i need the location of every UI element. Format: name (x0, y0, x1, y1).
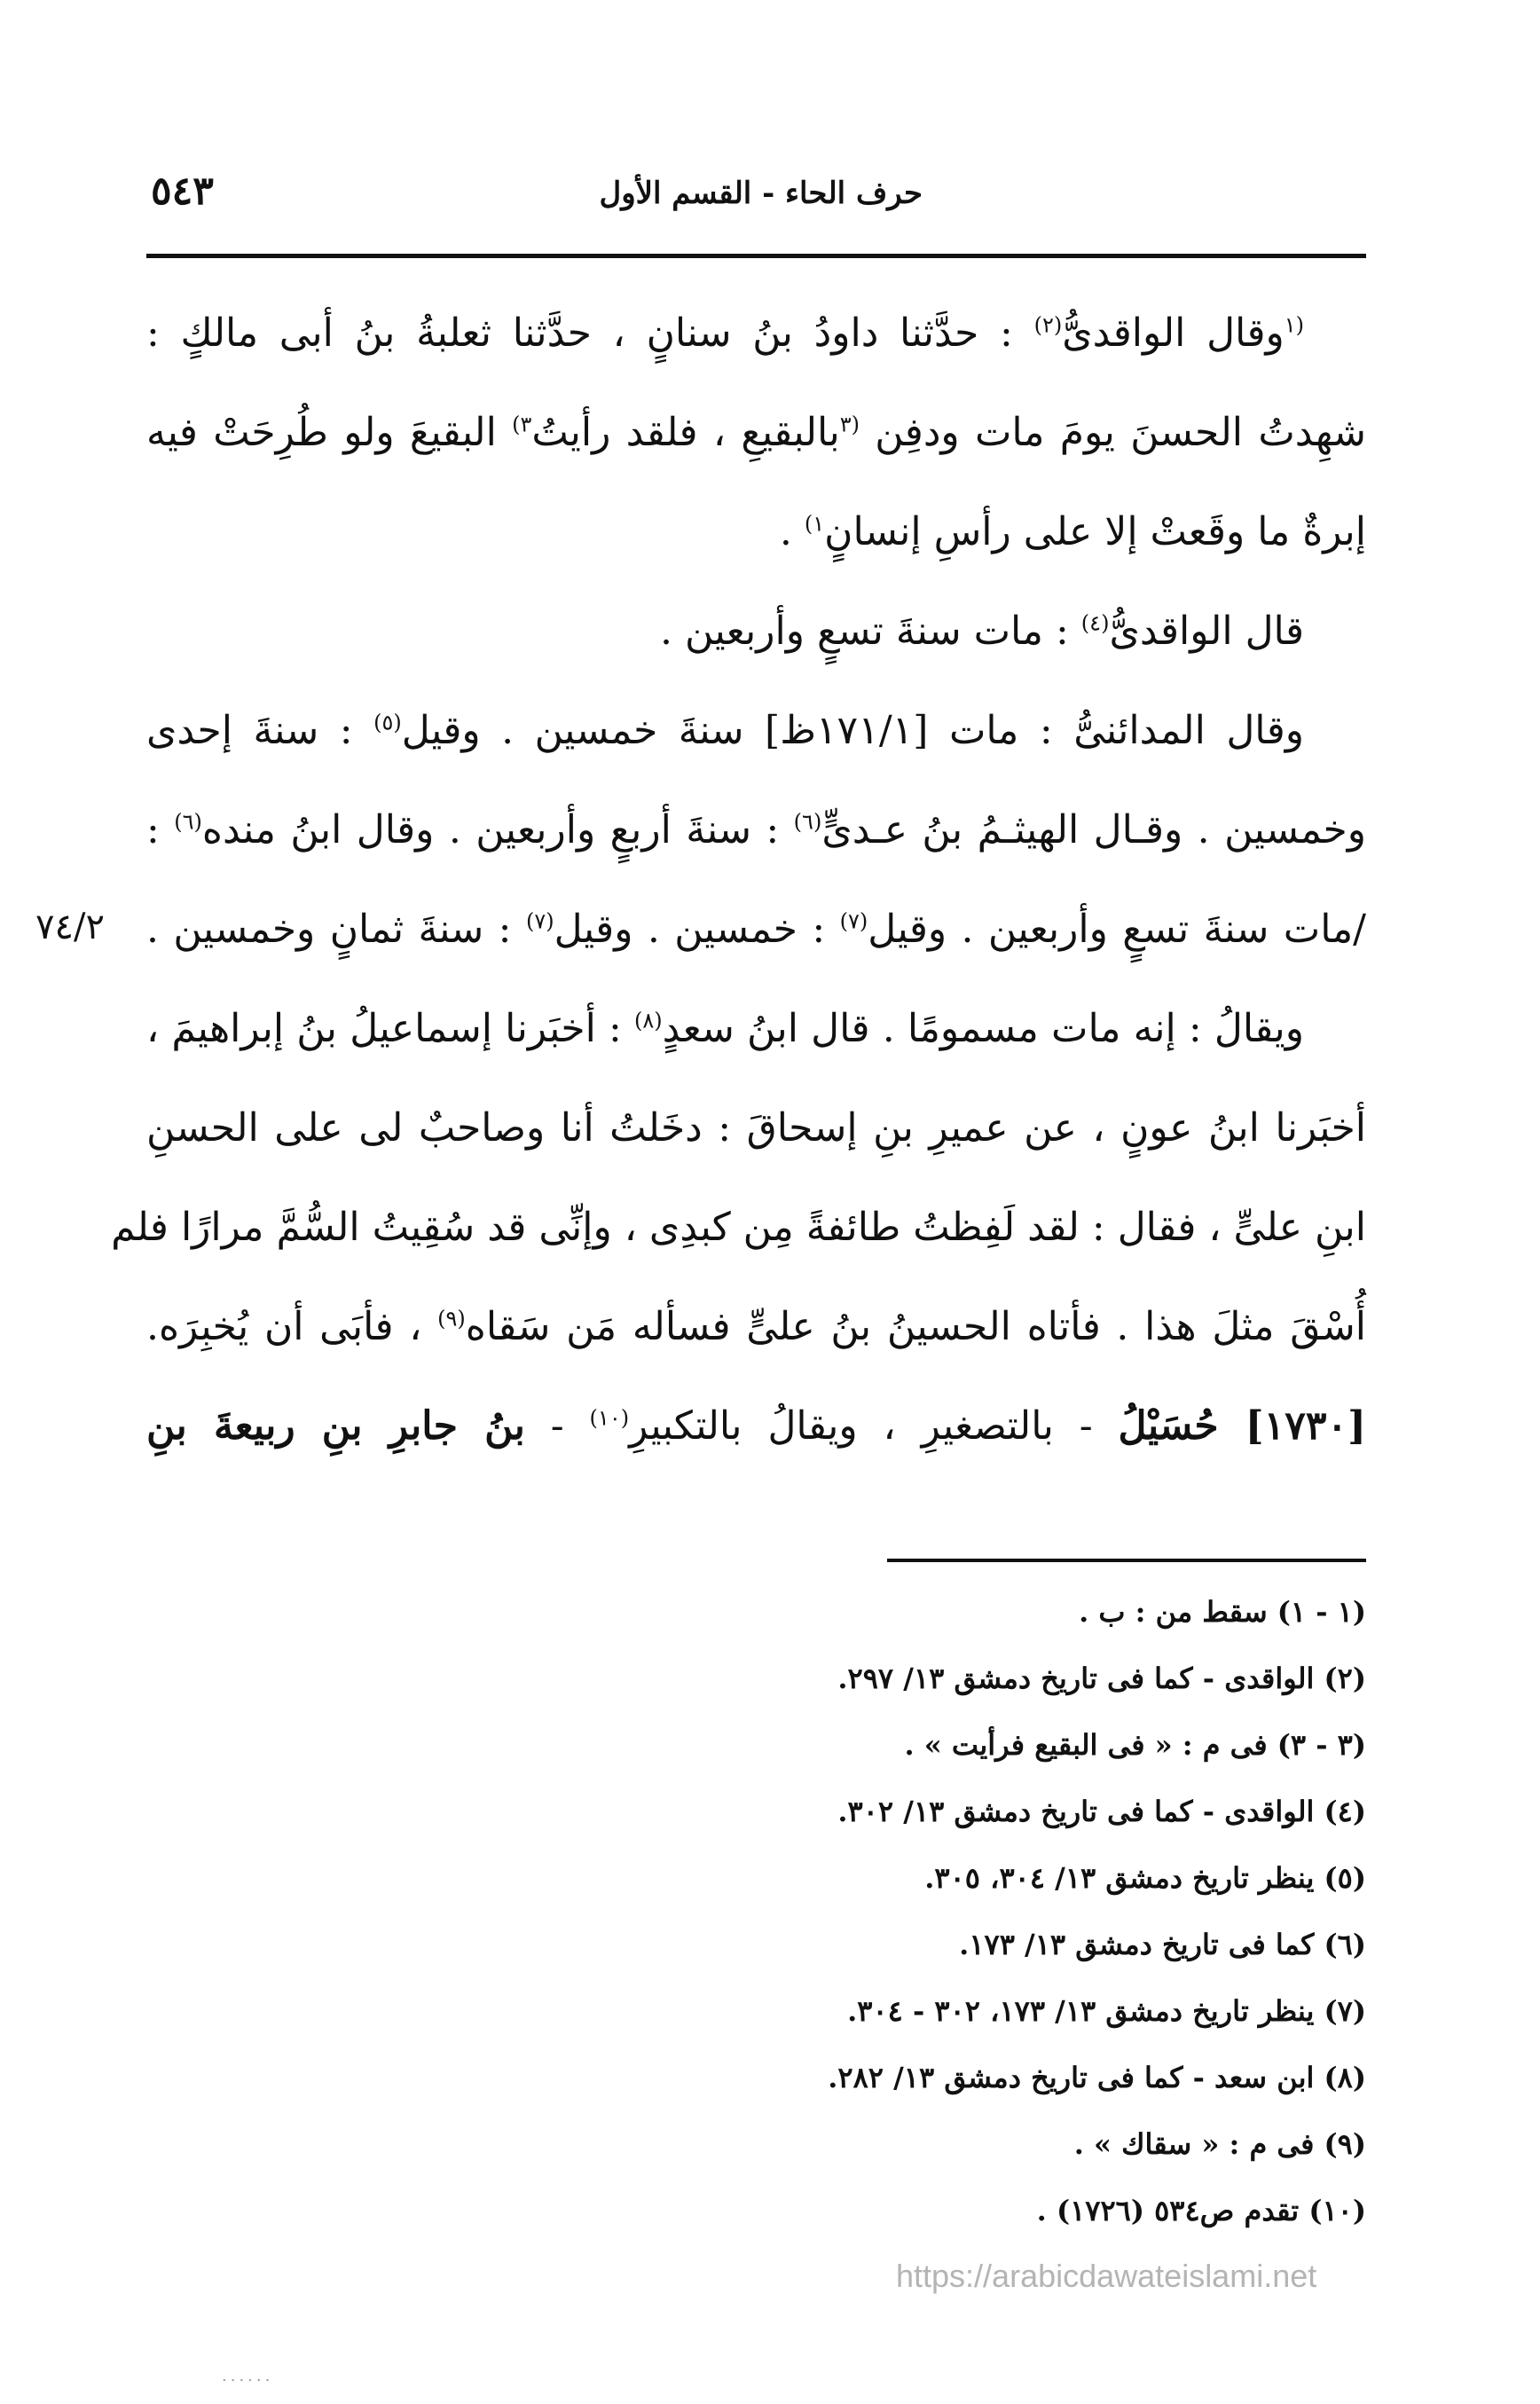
entry-number: [١٧٣٠] (1218, 1403, 1366, 1449)
entry-name: حُسَيْلُ (1118, 1403, 1219, 1449)
text-line: إبرةٌ ما وقَعتْ إلا على رأسِ إنسانٍ$^{١)}$ . (779, 509, 1366, 554)
text-line: أخبَرنا ابنُ عونٍ ، عن عميرِ بنِ إسحاقَ : دخَلتُ أنا وصاحبٌ لى على الحسنِ (146, 1105, 1366, 1151)
footnote-item: (٩) فى م : « سقاك » . (1073, 2127, 1366, 2161)
footnote-item: (٤) الواقدى - كما فى تاريخ دمشق ١٣/ ٣٠٢. (837, 1795, 1366, 1828)
margin-reference: ٧٤/٢ (35, 907, 105, 947)
text-line: أُسْقَ مثلَ هذا . فأتاه الحسينُ بنُ علىٍّ فسأله مَن سَقاه$^{(٩)}$ ، فأبَى أن يُخبِرَه. (146, 1304, 1366, 1349)
paragraph-1 (146, 284, 1366, 383)
watermark-url: https://arabicdawateislami.net (896, 2258, 1317, 2294)
text-line: وقال المدائنىُّ : مات [١٧١/١ظ] سنةَ خمسين . وقيل$^{(٥)}$ : سنةَ إحدى (146, 708, 1304, 753)
entry-lineage: بنُ جابرِ بنِ ربيعةَ بنِ (146, 1403, 525, 1449)
paragraph-3-cont (146, 781, 1366, 979)
footnote-rule (887, 1559, 1366, 1562)
text-line: /مات سنةَ تسعٍ وأربعين . وقيل$^{(٧)}$ : خمسين . وقيل$^{(٧)}$ : سنةَ ثمانٍ وخمسين . (146, 907, 1367, 952)
entry-heading-line: [١٧٣٠] حُسَيْلُ - بالتصغيرِ ، ويقالُ بالتكبيرِ$^{(١٠)}$ - بنُ جابرِ بنِ ربيعةَ بنِ (146, 1403, 1366, 1449)
footnote-item: (١ - ١) سقط من : ب . (1079, 1595, 1366, 1629)
footnote-item: (٢) الواقدى - كما فى تاريخ دمشق ١٣/ ٢٩٧. (837, 1662, 1366, 1695)
footnote-item: (٣ - ٣) فى م : « فى البقيع فرأيت » . (904, 1728, 1366, 1762)
text-line: وخمسين . وقـال الهيثـمُ بنُ عـدىٍّ$^{(٦)}$ : سنةَ أربعٍ وأربعين . وقال ابنُ منده$^{(٦)}$ : (146, 807, 1367, 852)
running-title: حرف الحاء - القسم الأول (599, 176, 923, 211)
footnote-item: (١٠) تقدم ص٥٣٤ (١٧٢٦) . (1036, 2194, 1366, 2227)
text-line: ويقالُ : إنه مات مسمومًا . قال ابنُ سعدٍ$^{(٨)}$ : أخبَرنا إسماعيلُ بنُ إبراهيمَ ، (146, 1006, 1304, 1051)
page-number: ٥٤٣ (151, 169, 214, 214)
header-rule (146, 254, 1366, 258)
paragraph-3 (146, 681, 1366, 781)
text-line: شهِدتُ الحسنَ يومَ مات ودفِن $^{(٣}$بالبقيعِ ، فلقد رأيتُ$^{٣)}$ البقيعَ ولو طُرِحَتْ فيه (146, 410, 1366, 455)
text-line: قال الواقدىُّ$^{(٤)}$ : مات سنةَ تسعٍ وأربعين . (660, 609, 1304, 654)
text-line: ابنِ علىٍّ ، فقال : لقد لَفِظتُ طائفةً مِن كبدِى ، وإنِّى قد سُقِيتُ السُّمَّ مرارًا فلم (111, 1205, 1366, 1250)
footnote-item: (٧) ينظر تاريخ دمشق ١٣/ ١٧٣، ٣٠٢ - ٣٠٤. (847, 1994, 1366, 2028)
paragraph-1-cont (146, 383, 1366, 582)
paragraph-5-entry (146, 1377, 1366, 1476)
paragraph-4 (146, 979, 1366, 1079)
footnote-item: (٥) ينظر تاريخ دمشق ١٣/ ٣٠٤، ٣٠٥. (924, 1861, 1366, 1895)
main-text (111, 284, 1367, 1476)
text-line: $^{(١}$وقال الواقدىُّ$^{(٢)}$ : حدَّثنا داودُ بنُ سنانٍ ، حدَّثنا ثعلبةُ بنُ أبى مالكٍ : (146, 310, 1305, 356)
scan-marks: ...... (222, 2367, 274, 2385)
page-header (151, 169, 1366, 231)
footnotes (302, 1579, 1366, 2244)
paragraph-2 (146, 582, 1366, 681)
paragraph-4-cont (111, 1079, 1366, 1377)
footnote-item: (٦) كما فى تاريخ دمشق ١٣/ ١٧٣. (959, 1928, 1366, 1961)
footnote-item: (٨) ابن سعد - كما فى تاريخ دمشق ١٣/ ٢٨٢. (828, 2061, 1366, 2094)
